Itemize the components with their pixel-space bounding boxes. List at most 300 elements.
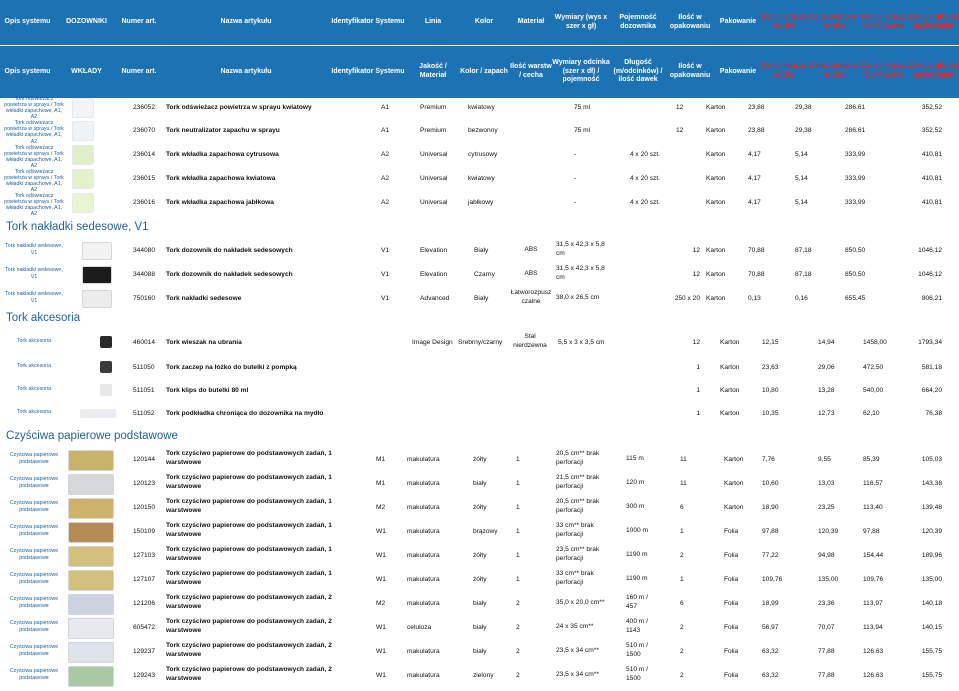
p2-cell: 9,55 (818, 455, 831, 463)
cap-cell: 75 ml (574, 126, 591, 134)
pack-cell: Karton (706, 270, 726, 278)
mat-cell: makulatura (407, 671, 440, 679)
p1-cell: 63,32 (762, 671, 779, 679)
cat-cell: Tork nakładki sedesowe, V1 (5, 242, 63, 256)
num-cell: 511052 (133, 409, 155, 417)
cat-cell: Czyściwa papierowe podstawowe (9, 499, 59, 513)
header-cell: Pakowanie (719, 67, 757, 75)
name-cell: Tork wkładka zapachowa kwiatowa (166, 174, 276, 182)
mat-cell: makulatura (407, 503, 440, 511)
qty-cell: 1 (680, 527, 684, 535)
name-cell: Tork odświeżacz powietrza w sprayu kwiatowy (166, 103, 312, 111)
mat-cell (510, 401, 550, 425)
num-cell: 120150 (133, 503, 156, 511)
linia-cell (412, 355, 458, 379)
p2-cell: 14,94 (818, 338, 835, 346)
table-row (0, 591, 959, 615)
spray-product-image (72, 98, 94, 118)
p3-cell: 62,10 (863, 409, 880, 417)
mat-cell: makulatura (407, 479, 440, 487)
p4-cell: 135,00 (921, 575, 942, 583)
qty-cell: 11 (680, 455, 687, 463)
header-wklady (0, 46, 959, 98)
kolor-cell: brązowy (473, 527, 498, 535)
p3-cell: 286,61 (845, 126, 866, 134)
hanger-image (100, 336, 112, 348)
id-cell: W1 (376, 623, 386, 631)
len-cell: 510 m / 1500 (626, 642, 648, 658)
pack-cell: Karton (720, 386, 740, 394)
warstwy-cell: 2 (516, 599, 520, 607)
scent-pad-image (72, 145, 94, 165)
num-cell: 750160 (133, 294, 156, 302)
mat-cell: Universal (420, 150, 448, 158)
toilet-seat-cover-image (82, 290, 112, 308)
p2-cell: 5,14 (795, 198, 808, 206)
p3-cell: 655,45 (845, 294, 866, 302)
len-cell: 400 m / 1143 (626, 618, 648, 634)
pack-cell: Folia (724, 623, 739, 631)
qty-cell (676, 191, 696, 213)
p3-cell: 116,57 (863, 479, 883, 487)
header-cell: Cena brutto za opakowanie (909, 63, 958, 79)
p4-cell: 143,38 (921, 479, 942, 487)
len-cell: 4 x 20 szt. (629, 150, 660, 158)
table-row (0, 447, 959, 471)
p1-cell: 4,17 (748, 174, 761, 182)
section-title-akcesoria: Tork akcesoria (6, 312, 81, 324)
pack-cell: Karton (706, 246, 726, 254)
p2-cell: 23,25 (818, 503, 835, 511)
header-cell: Ilość warstw / cecha (510, 63, 552, 79)
qty-cell: 2 (680, 671, 684, 679)
p2-cell: 77,88 (818, 671, 835, 679)
p1-cell: 63,32 (762, 647, 779, 655)
header-cell: Długość (m/odcinków) / ilość dawek (613, 58, 663, 84)
p3-cell: 113,97 (863, 599, 883, 607)
kolor-cell: Biały (474, 294, 489, 302)
p1-cell: 4,17 (748, 198, 761, 206)
p1-cell: 12,15 (762, 338, 779, 346)
header-cell: Cena brutto za sztukę (809, 63, 859, 79)
name-cell: Tork czyściwo papierowe do podstawowych zadań, 2 warstwowe (166, 618, 332, 634)
p2-cell: 5,14 (795, 174, 808, 182)
qty-cell: 12 (692, 270, 700, 278)
category-label: Tork odświeżacz powietrza w sprayu / Tork wkładki zapachowe, A1, A2 (4, 193, 64, 216)
num-cell: 236016 (133, 198, 156, 206)
qty-cell: 6 (680, 503, 684, 511)
p2-cell: 135,00 (818, 575, 839, 583)
linia-cell: Advanced (420, 294, 450, 302)
paper-roll-image (68, 570, 114, 591)
p4-cell: 76,38 (925, 409, 942, 417)
pack-cell: Karton (706, 103, 726, 111)
cat-cell: Czyściwa papierowe podstawowe (9, 595, 59, 609)
len-cell: 4 x 20 szt. (629, 174, 660, 182)
paper-roll-image (68, 450, 114, 471)
cat-cell: Czyściwa papierowe podstawowe (9, 523, 59, 537)
kolor-cell: biały (473, 479, 487, 487)
bed-hook-image (100, 361, 112, 373)
p2-cell: 87,18 (795, 270, 812, 278)
id-cell: V1 (381, 246, 390, 254)
qty-cell: 12 (692, 338, 700, 346)
paper-roll-image (68, 546, 114, 567)
p4-cell: 664,20 (921, 386, 942, 394)
name-cell: Tork czyściwo papierowe do podstawowych zadań, 2 warstwowe (166, 642, 332, 658)
cat-cell: Czyściwa papierowe podstawowe (9, 475, 59, 489)
p4-cell: 155,75 (921, 647, 942, 655)
linia-cell (412, 401, 458, 425)
dim-cell: 38,0 x 26,5 cm (556, 293, 600, 301)
name-cell: Tork nakładki sedesowe (166, 294, 242, 302)
id-cell: W1 (376, 575, 386, 583)
table-row (0, 471, 959, 495)
kolor-cell (458, 378, 508, 402)
p2-cell: 94,98 (818, 551, 835, 559)
header-cell: Jakość / Materiał (419, 63, 447, 79)
paper-roll-image (68, 666, 114, 687)
table-row (0, 191, 959, 213)
name-cell: Tork podkładka chroniąca do dozownika na mydło (166, 409, 324, 417)
p4-cell: 352,52 (921, 126, 942, 134)
kolor-cell: jabłkowy (468, 198, 494, 206)
dim-cell: 23,5 x 34 cm** (556, 670, 599, 678)
num-cell: 460014 (133, 338, 156, 346)
table-row (0, 96, 959, 121)
kolor-cell: biały (473, 647, 487, 655)
p2-cell: 13,03 (818, 479, 835, 487)
p2-cell: 23,36 (818, 599, 835, 607)
len-cell (620, 96, 660, 118)
len-cell: 300 m (626, 502, 645, 510)
num-cell: 129243 (133, 671, 156, 679)
id-cell: W1 (376, 671, 386, 679)
mat-cell: makulatura (407, 527, 440, 535)
p4-cell: 105,03 (921, 455, 942, 463)
kolor-cell: biały (473, 623, 487, 631)
len-cell: 1000 m (626, 526, 648, 534)
p1-cell: 7,76 (762, 455, 775, 463)
cat-cell: Czyściwa papierowe podstawowe (9, 547, 59, 561)
pack-cell: Karton (724, 479, 744, 487)
kolor-cell: kwiatowy (468, 103, 495, 111)
num-cell: 344080 (133, 246, 156, 254)
name-cell: Tork wkładka zapachowa jabłkowa (166, 198, 274, 206)
header-cell: Kolor / zapach (460, 67, 508, 75)
num-cell: 127103 (133, 551, 156, 559)
header-cell: Opis systemu (4, 67, 51, 75)
p2-cell: 70,07 (818, 623, 835, 631)
name-cell: Tork czyściwo papierowe do podstawowych zadań, 1 warstwowe (166, 570, 332, 586)
header-cell: Pojemność dozownika (619, 13, 657, 30)
table-row (0, 119, 959, 141)
pack-cell: Folia (724, 599, 739, 607)
qty-cell: 12 (676, 126, 684, 134)
pack-cell: Karton (724, 455, 744, 463)
kolor-cell: żółty (473, 503, 487, 511)
p4-cell: 155,75 (921, 671, 942, 679)
kolor-cell: kwiatowy (468, 174, 495, 182)
qty-cell: 6 (680, 599, 684, 607)
p4-cell: 410,81 (921, 174, 942, 182)
table-row (0, 639, 959, 663)
kolor-cell: Biały (474, 246, 489, 254)
p1-cell: 4,17 (748, 150, 761, 158)
linia-cell: Elevation (420, 246, 448, 254)
p1-cell: 77,22 (762, 551, 779, 559)
mat-cell: makulatura (407, 647, 440, 655)
p4-cell: 1046,12 (918, 270, 942, 278)
header-cell: Nazwa artykułu (220, 67, 272, 75)
header-cell: Cena netto za opakowanie (861, 13, 907, 30)
p3-cell: 85,39 (863, 455, 880, 463)
id-cell: V1 (381, 270, 390, 278)
header-cell: Wymiary (wys x szer x gł) (554, 13, 608, 30)
p1-cell: 109,76 (762, 575, 783, 583)
p4-cell: 1793,34 (918, 338, 942, 346)
p4-cell: 352,52 (921, 103, 942, 111)
p3-cell: 109,76 (863, 575, 884, 583)
table-row (0, 567, 959, 591)
header-cell: Identyfikator Systemu (331, 67, 405, 75)
p2-cell: 120,39 (818, 527, 839, 535)
mat-cell: makulatura (407, 455, 440, 463)
p3-cell: 113,94 (863, 623, 883, 631)
paper-roll-image (68, 618, 114, 639)
p4-cell: 189,96 (921, 551, 942, 559)
pack-cell: Karton (720, 338, 740, 346)
header-cell: Ilość w opakowaniu (669, 63, 711, 79)
name-cell: Tork zaczep na łóżko do butelki z pompką (166, 363, 297, 371)
p1-cell: 18,99 (762, 599, 779, 607)
p3-cell: 1458,00 (863, 338, 887, 346)
p3-cell: 113,40 (863, 503, 883, 511)
scent-pad-image (72, 169, 94, 189)
pack-cell: Folia (724, 575, 739, 583)
mat-cell: Stal nierdzewna (513, 333, 547, 349)
qty-cell: 12 (676, 103, 684, 111)
p2-cell: 77,88 (818, 647, 835, 655)
qty-cell: 250 x 20 (674, 294, 700, 302)
len-cell: 1190 m (626, 574, 648, 582)
len-cell: 1190 m (626, 550, 648, 558)
p1-cell: 97,88 (762, 527, 779, 535)
pack-cell: Folia (724, 551, 739, 559)
cap-cell: - (574, 174, 577, 182)
name-cell: Tork dozownik do nakładek sedesowych (166, 246, 293, 254)
p3-cell: 333,99 (845, 198, 866, 206)
header-cell: Opis systemu (4, 18, 51, 26)
qty-cell: 1 (696, 363, 700, 371)
p3-cell: 472,50 (863, 363, 884, 371)
section-title-czysciwa: Czyściwa papierowe podstawowe (6, 430, 178, 442)
kolor-cell: żółty (473, 455, 487, 463)
dim-cell (558, 401, 618, 425)
mat-cell: Premium (420, 103, 447, 111)
num-cell: 511050 (133, 363, 155, 371)
header-cell: Cena netto za sztukę (761, 13, 807, 30)
p4-cell: 410,81 (921, 198, 942, 206)
dim-cell: 35,0 x 20,0 cm** (556, 598, 605, 606)
name-cell: Tork czyściwo papierowe do podstawowych zadań, 1 warstwowe (166, 522, 332, 538)
kolor-cell: żółty (473, 551, 487, 559)
kolor-cell: żółty (473, 575, 487, 583)
category-label: Tork odświeżacz powietrza w sprayu / Tork wkładki zapachowe, A1, A2 (4, 144, 64, 169)
pack-cell: Karton (706, 150, 726, 158)
table-row (0, 238, 959, 262)
header-dozowniki (0, 0, 959, 45)
num-cell: 120123 (133, 479, 156, 487)
cap-cell: - (574, 150, 577, 158)
name-cell: Tork czyściwo papierowe do podstawowych zadań, 1 warstwowe (166, 498, 332, 514)
p4-cell: 806,21 (921, 294, 942, 302)
dim-cell: 33 cm** brak perforacji (556, 522, 594, 538)
name-cell: Tork wkładka zapachowa cytrusowa (166, 150, 279, 158)
len-cell: 510 m / 1500 (626, 666, 648, 682)
mat-cell: makulatura (407, 551, 440, 559)
num-cell: 236070 (133, 126, 156, 134)
header-cell: Materiał (517, 18, 545, 26)
header-cell: DOZOWNIKI (66, 18, 107, 26)
spray-product-image (72, 121, 94, 141)
id-cell: W1 (376, 551, 386, 559)
len-cell: 120 m (626, 478, 645, 486)
p4-cell: 120,39 (921, 527, 942, 535)
p1-cell: 23,63 (762, 363, 779, 371)
warstwy-cell: 2 (516, 623, 520, 631)
p4-cell: 1046,12 (918, 246, 942, 254)
mat-cell: Łatworozpusz czalne (510, 289, 552, 305)
id-cell: A1 (381, 126, 390, 134)
p4-cell: 581,18 (921, 363, 942, 371)
header-cell: Identyfikator Systemu (331, 18, 405, 26)
cap-cell: 75 ml (574, 103, 591, 111)
cat-cell: Czyściwa papierowe podstawowe (9, 643, 59, 657)
qty-cell (676, 143, 696, 165)
mat-cell: Universal (420, 174, 448, 182)
kolor-cell: Srebrny/czarny (458, 338, 503, 346)
cat-cell: Tork akcesoria (16, 386, 52, 393)
num-cell: 121206 (133, 599, 156, 607)
p3-cell: 126,63 (863, 647, 884, 655)
paper-roll-image (68, 474, 114, 495)
num-cell: 150109 (133, 527, 156, 535)
mat-cell: ABS (524, 269, 538, 277)
header-cell: Ilość w opakowaniu (669, 13, 711, 30)
id-cell: A2 (381, 198, 390, 206)
p2-cell: 0,16 (795, 294, 808, 302)
table-row (0, 543, 959, 567)
header-cell: Kolor (474, 18, 494, 26)
p2-cell: 29,06 (818, 363, 835, 371)
mat-cell (510, 378, 550, 402)
linia-cell: Elevation (420, 270, 448, 278)
dim-cell (558, 355, 618, 379)
num-cell: 344088 (133, 270, 156, 278)
pack-cell: Folia (724, 671, 739, 679)
kolor-cell: biały (473, 599, 487, 607)
table-row (0, 519, 959, 543)
p3-cell: 850,50 (845, 246, 866, 254)
header-cell: Cena brutto za sztukę (809, 13, 859, 30)
warstwy-cell: 1 (516, 527, 520, 535)
id-cell: W1 (376, 647, 386, 655)
pack-cell: Karton (706, 174, 726, 182)
kolor-cell: cytrusowy (468, 150, 498, 158)
qty-cell: 2 (680, 623, 684, 631)
num-cell: 129237 (133, 647, 156, 655)
p1-cell: 70,88 (748, 270, 765, 278)
p4-cell: 140,18 (921, 599, 942, 607)
len-cell: 160 m / 457 (626, 594, 648, 610)
name-cell: Tork czyściwo papierowe do podstawowych zadań, 1 warstwowe (166, 450, 332, 466)
p1-cell: 0,13 (748, 294, 761, 302)
dim-cell: 5,5 x 3 x 3,5 cm (558, 338, 605, 346)
dim-cell: 21,5 cm** brak perforacji (556, 474, 600, 490)
dim-cell: 31,5 x 42,3 x 5,8 cm (556, 241, 605, 257)
name-cell: Tork czyściwo papierowe do podstawowych zadań, 1 warstwowe (166, 546, 332, 562)
p2-cell: 29,38 (795, 103, 812, 111)
mat-cell: celuloza (407, 623, 432, 631)
pack-cell: Karton (724, 503, 744, 511)
cat-cell: Czyściwa papierowe podstawowe (9, 571, 59, 585)
warstwy-cell: 1 (516, 455, 520, 463)
table-row (0, 262, 959, 286)
name-cell: Tork czyściwo papierowe do podstawowych zadań, 1 warstwowe (166, 474, 332, 490)
num-cell: 236052 (133, 103, 156, 111)
p3-cell: 850,50 (845, 270, 866, 278)
dim-cell: 20,5 cm** brak perforacji (556, 450, 600, 466)
p1-cell: 10,80 (762, 386, 779, 394)
p1-cell: 18,90 (762, 503, 779, 511)
dim-cell: 33 cm** brak perforacji (556, 570, 594, 586)
toilet-seat-cover-dispenser-image (82, 266, 112, 284)
qty-cell: 11 (680, 479, 687, 487)
p3-cell: 333,99 (845, 150, 866, 158)
paper-roll-image (68, 594, 114, 615)
qty-cell: 2 (680, 551, 684, 559)
num-cell: 605472 (133, 623, 156, 631)
toilet-seat-cover-dispenser-image (82, 242, 112, 260)
pack-cell: Karton (706, 126, 726, 134)
p4-cell: 140,15 (921, 623, 942, 631)
qty-cell: 12 (692, 246, 700, 254)
pack-cell: Karton (706, 198, 726, 206)
len-cell: 4 x 20 szt. (629, 198, 660, 206)
table-row (0, 495, 959, 519)
p1-cell: 70,88 (748, 246, 765, 254)
header-cell: Numer art. (121, 18, 157, 26)
warstwy-cell: 2 (516, 647, 520, 655)
cat-cell: Tork akcesoria (16, 338, 52, 345)
table-row (0, 615, 959, 639)
header-cell: Nazwa artykułu (220, 18, 272, 26)
len-cell: 115 m (626, 454, 644, 462)
p3-cell: 286,61 (845, 103, 866, 111)
pack-cell: Karton (706, 294, 726, 302)
header-cell: WKŁADY (71, 67, 102, 75)
cat-cell: Czyściwa papierowe podstawowe (9, 619, 59, 633)
warstwy-cell: 1 (516, 551, 520, 559)
id-cell: A1 (381, 103, 390, 111)
table-row (0, 355, 959, 379)
num-cell: 511051 (133, 386, 155, 394)
bottle-clip-image (100, 384, 112, 396)
p1-cell: 23,88 (748, 126, 765, 134)
pack-cell: Karton (720, 363, 740, 371)
name-cell: Tork neutralizator zapachu w sprayu (166, 126, 280, 134)
